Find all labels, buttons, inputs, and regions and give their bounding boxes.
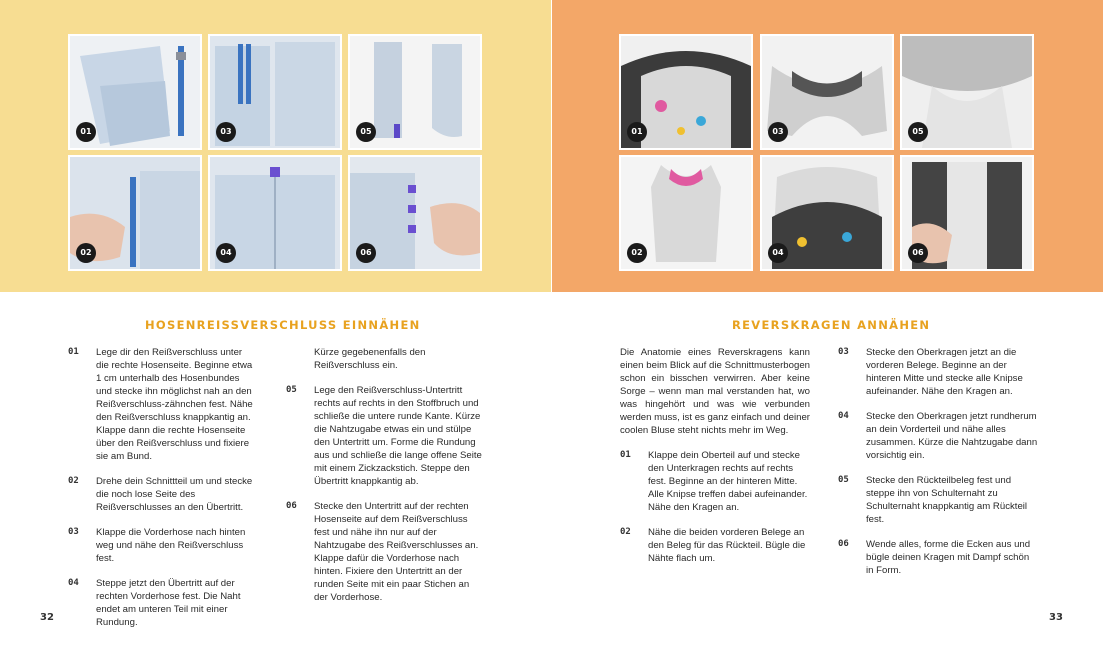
step-item: [620, 526, 810, 565]
step-badge: 05: [908, 122, 928, 142]
step-number: 02: [620, 527, 631, 537]
step-badge: 01: [627, 122, 647, 142]
instructions-column-2: [286, 346, 482, 616]
page-number: 32: [40, 612, 54, 623]
step-continuation: Kürze gegebenenfalls den Reißverschluss ein.: [314, 347, 426, 371]
step-badge: 04: [216, 243, 236, 263]
step-number: 02: [68, 476, 79, 486]
step-badge: 01: [76, 122, 96, 142]
photo-step-05: [900, 34, 1034, 150]
step-number: 04: [838, 411, 849, 421]
step-number: 01: [620, 450, 631, 460]
step-item: [68, 475, 254, 514]
instructions-column-2: [838, 346, 1038, 589]
step-number: 01: [68, 347, 79, 357]
instructions-column-1: [620, 346, 810, 577]
step-text: Drehe dein Schnittteil um und stecke die noch lose Seite des Reißverschlusses an den Übertritt.: [96, 476, 253, 513]
step-item: [620, 449, 810, 514]
step-badge: 02: [627, 243, 647, 263]
step-text: Lege dir den Reißverschluss unter die rechte Hosenseite. Beginne etwa 1 cm unterhalb des Hosenbundes und stecke ihn möglichst nah an den Reißverschluss-zähnchen fest. Nähe den Reißverschluss knappkantig an. Klappe dann die rechte Hosenseite über den Reißverschluss und fixiere sie am Bund.: [96, 347, 253, 462]
step-number: 03: [838, 347, 849, 357]
step-text: Nähe die beiden vorderen Belege an den Beleg für das Rückteil. Bügle die Nähte flach um.: [648, 527, 806, 564]
right-page: [552, 0, 1103, 648]
photo-step-04: [208, 155, 342, 271]
step-item: [838, 346, 1038, 398]
photo-step-05: [348, 34, 482, 150]
step-number: 06: [286, 501, 297, 511]
photo-step-06: [900, 155, 1034, 271]
right-photo-band: [552, 0, 1103, 292]
left-page: [0, 0, 551, 648]
step-badge: 06: [908, 243, 928, 263]
step-item: [838, 410, 1038, 462]
step-item: [68, 577, 254, 629]
step-item: [838, 474, 1038, 526]
step-text: Steppe jetzt den Übertritt auf der rechten Vorderhose fest. Die Naht endet am unteren Teil mit einer Rundung.: [96, 578, 241, 628]
step-text: Stecke den Oberkragen jetzt rundherum an dein Vorderteil und nähe alles zusammen. Kürze die Nahtzugabe dann vorsichtig ein.: [866, 411, 1038, 461]
step-badge: 06: [356, 243, 376, 263]
step-badge: 05: [356, 122, 376, 142]
step-item: [68, 526, 254, 565]
left-photo-band: [0, 0, 551, 292]
step-badge: 02: [76, 243, 96, 263]
photo-step-03: [208, 34, 342, 150]
photo-step-03: [760, 34, 894, 150]
step-item: [286, 500, 482, 604]
step-number: 04: [68, 578, 79, 588]
step-number: 05: [838, 475, 849, 485]
photo-step-02: [619, 155, 753, 271]
step-text: Stecke den Untertritt auf der rechten Hosenseite auf dem Reißverschluss fest und nähe ihn nur auf der Nahtzugabe des Reißverschlusses an. Klappe dafür die Vorderhose nach hinten. Fixiere den Untertritt an der runden Seite mit ein paar Stichen an der Vorderhose.: [314, 501, 479, 603]
photo-step-01: [619, 34, 753, 150]
step-badge: 03: [768, 122, 788, 142]
step-number: 05: [286, 385, 297, 395]
instructions-column-1: [68, 346, 254, 641]
step-text: Stecke den Rückteilbeleg fest und steppe ihn von Schulternaht zu Schulternaht knappkantig am Rückteil fest.: [866, 475, 1028, 525]
step-item: [286, 384, 482, 488]
photo-step-01: [68, 34, 202, 150]
step-number: 06: [838, 539, 849, 549]
photo-step-02: [68, 155, 202, 271]
step-badge: 04: [768, 243, 788, 263]
step-item: [838, 538, 1038, 577]
step-number: 03: [68, 527, 79, 537]
step-badge: 03: [216, 122, 236, 142]
section-heading: HOSENREISSVERSCHLUSS EINNÄHEN: [145, 318, 421, 332]
step-text: Stecke den Oberkragen jetzt an die vorderen Belege. Beginne an der hinteren Mitte und stecke alle Knipse aufeinander. Nähe den Kragen an.: [866, 347, 1023, 397]
page-number: 33: [1049, 612, 1063, 623]
step-text: Klappe die Vorderhose nach hinten weg und nähe den Reißverschluss fest.: [96, 527, 246, 564]
photo-step-04: [760, 155, 894, 271]
section-heading: REVERSKRAGEN ANNÄHEN: [732, 318, 931, 332]
photo-step-06: [348, 155, 482, 271]
intro-paragraph: Die Anatomie eines Reverskragens kann einen beim Blick auf die Schnittmusterbogen schon ein bisschen verwirren. Aber keine Sorge – wenn man mal verstanden hat, wo was hingehört und was wie verbunden werden muss, ist es ganz einfach und deiner coolen Bluse steht nichts mehr im Weg.: [620, 347, 810, 436]
step-item: [68, 346, 254, 463]
step-text: Klappe dein Oberteil auf und stecke den Unterkragen rechts auf rechts fest. Beginne an der hinteren Mitte. Alle Knipse treffen dabei aufeinander. Nähe den Kragen an.: [648, 450, 808, 513]
step-text: Wende alles, forme die Ecken aus und bügle deinen Kragen mit Dampf schön in Form.: [866, 539, 1031, 576]
step-text: Lege den Reißverschluss-Untertritt rechts auf rechts in den Stoffbruch und schließe die untere runde Kante. Kürze die Nahtzugabe etwas ein und stülpe den Untertritt um. Forme die Rundung aus und schließe die lange offene Seite mit einem Zickzackstich. Steppe den Übertritt knappkantig ab.: [314, 385, 482, 487]
